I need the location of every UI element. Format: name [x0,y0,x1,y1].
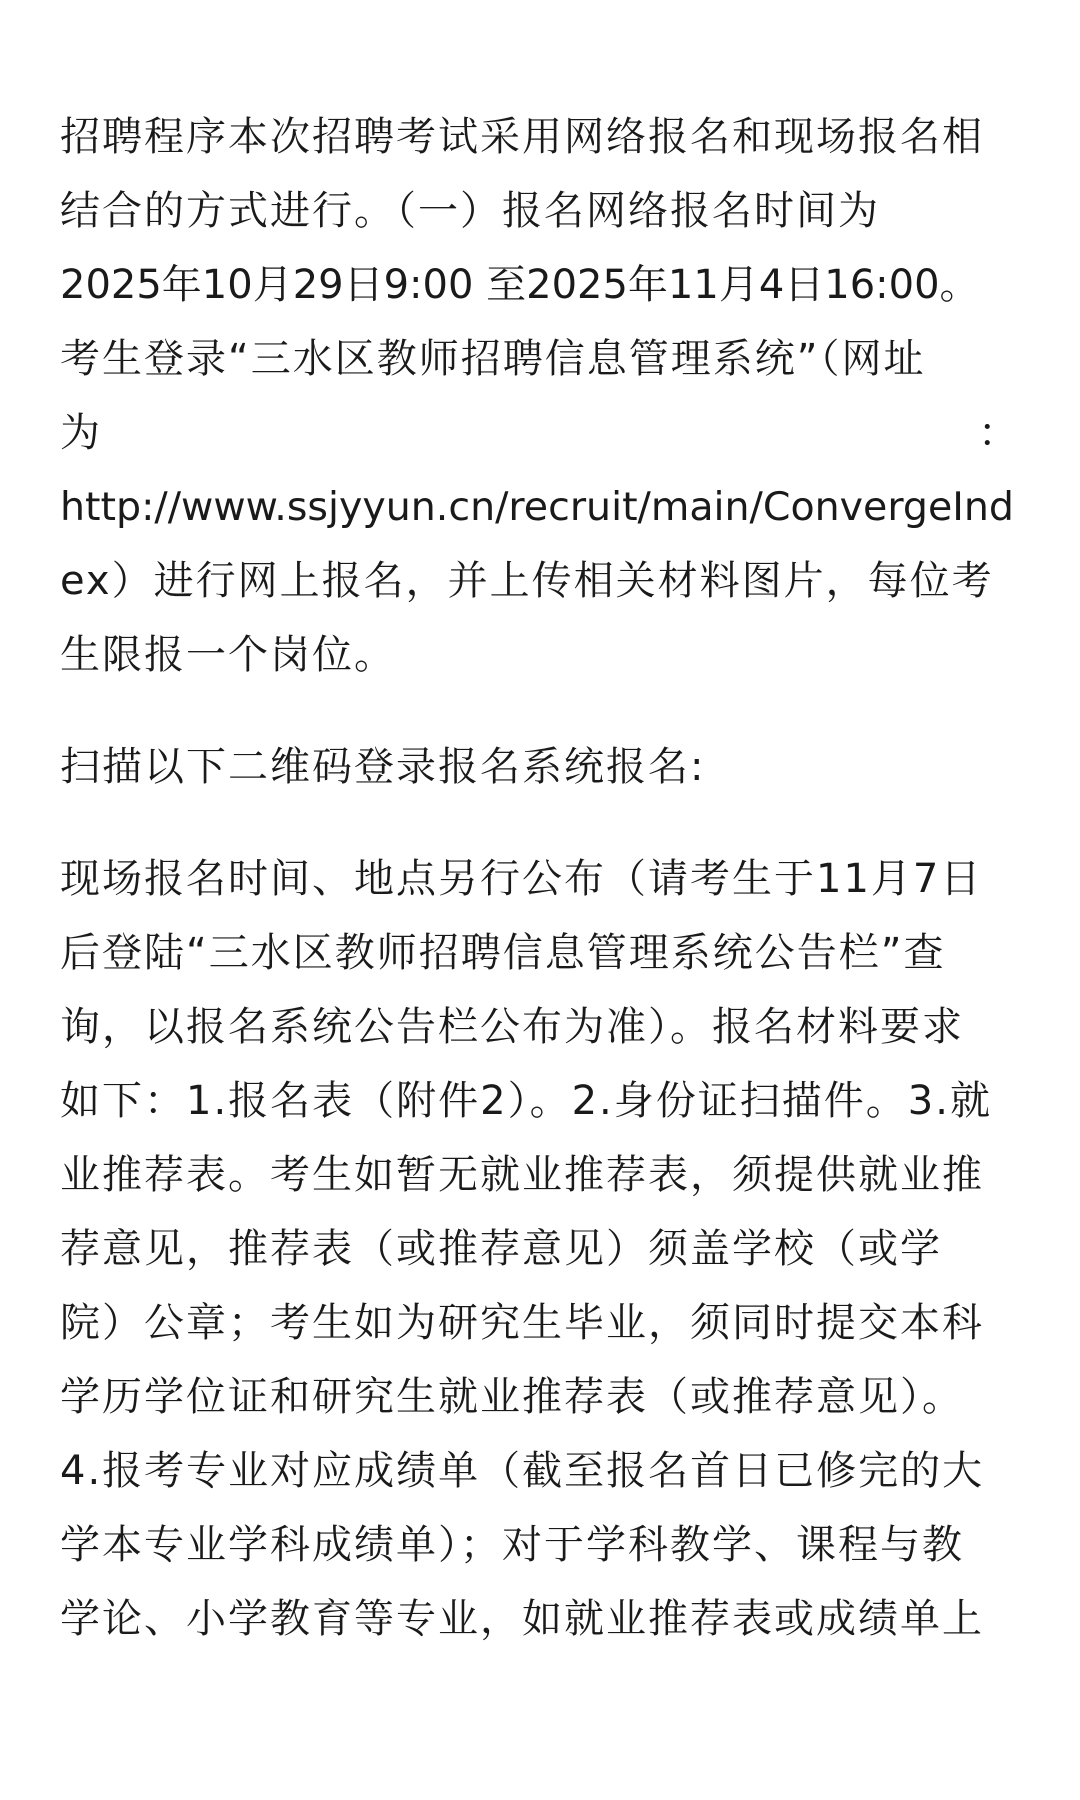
text-line: 现场报名时间、地点另行公布（请考生于11月7日 [60,856,983,902]
text-line: 院）公章；考生如为研究生毕业，须同时提交本科 [60,1300,984,1346]
text-line: 询，以报名系统公告栏公布为准）。报名材料要求 [60,1004,964,1050]
url-label-colon: ： [978,410,1020,456]
text-line: 4.报考专业对应成绩单（截至报名首日已修完的大 [60,1448,985,1494]
text-line: 学历学位证和研究生就业推荐表（或推荐意见）。 [60,1374,964,1420]
registration-url-link[interactable]: http://www.ssjyyun.cn/recruit/main/ConvergeInd [60,484,1014,530]
text-line: 学本专业学科成绩单）；对于学科教学、课程与教 [60,1522,964,1568]
text-line: 业推荐表。考生如暂无就业推荐表，须提供就业推 [60,1152,984,1198]
text-line: 学论、小学教育等专业，如就业推荐表或成绩单上 [60,1596,984,1642]
text-line: 荐意见，推荐表（或推荐意见）须盖学校（或学 [60,1226,942,1272]
text-line: 生限报一个岗位。 [60,632,396,678]
text-line: 后登陆“三水区教师招聘信息管理系统公告栏”查 [60,930,946,976]
text-line: 扫描以下二维码登录报名系统报名: [60,744,706,790]
text-line: 2025年10月29日9:00 至2025年11月4日16:00。 [60,262,980,308]
text-line: 结合的方式进行。（一）报名网络报名时间为 [60,188,880,234]
text-line: ex）进行网上报名，并上传相关材料图片，每位考 [60,558,994,604]
text-line: 考生登录“三水区教师招聘信息管理系统”（网址 [60,336,926,382]
text-line: 招聘程序本次招聘考试采用网络报名和现场报名相 [60,114,984,160]
url-label-word: 为 [60,410,102,456]
text-line: 如下：1.报名表（附件2）。2.身份证扫描件。3.就 [60,1078,992,1124]
text-line-url-label [60,396,1020,470]
